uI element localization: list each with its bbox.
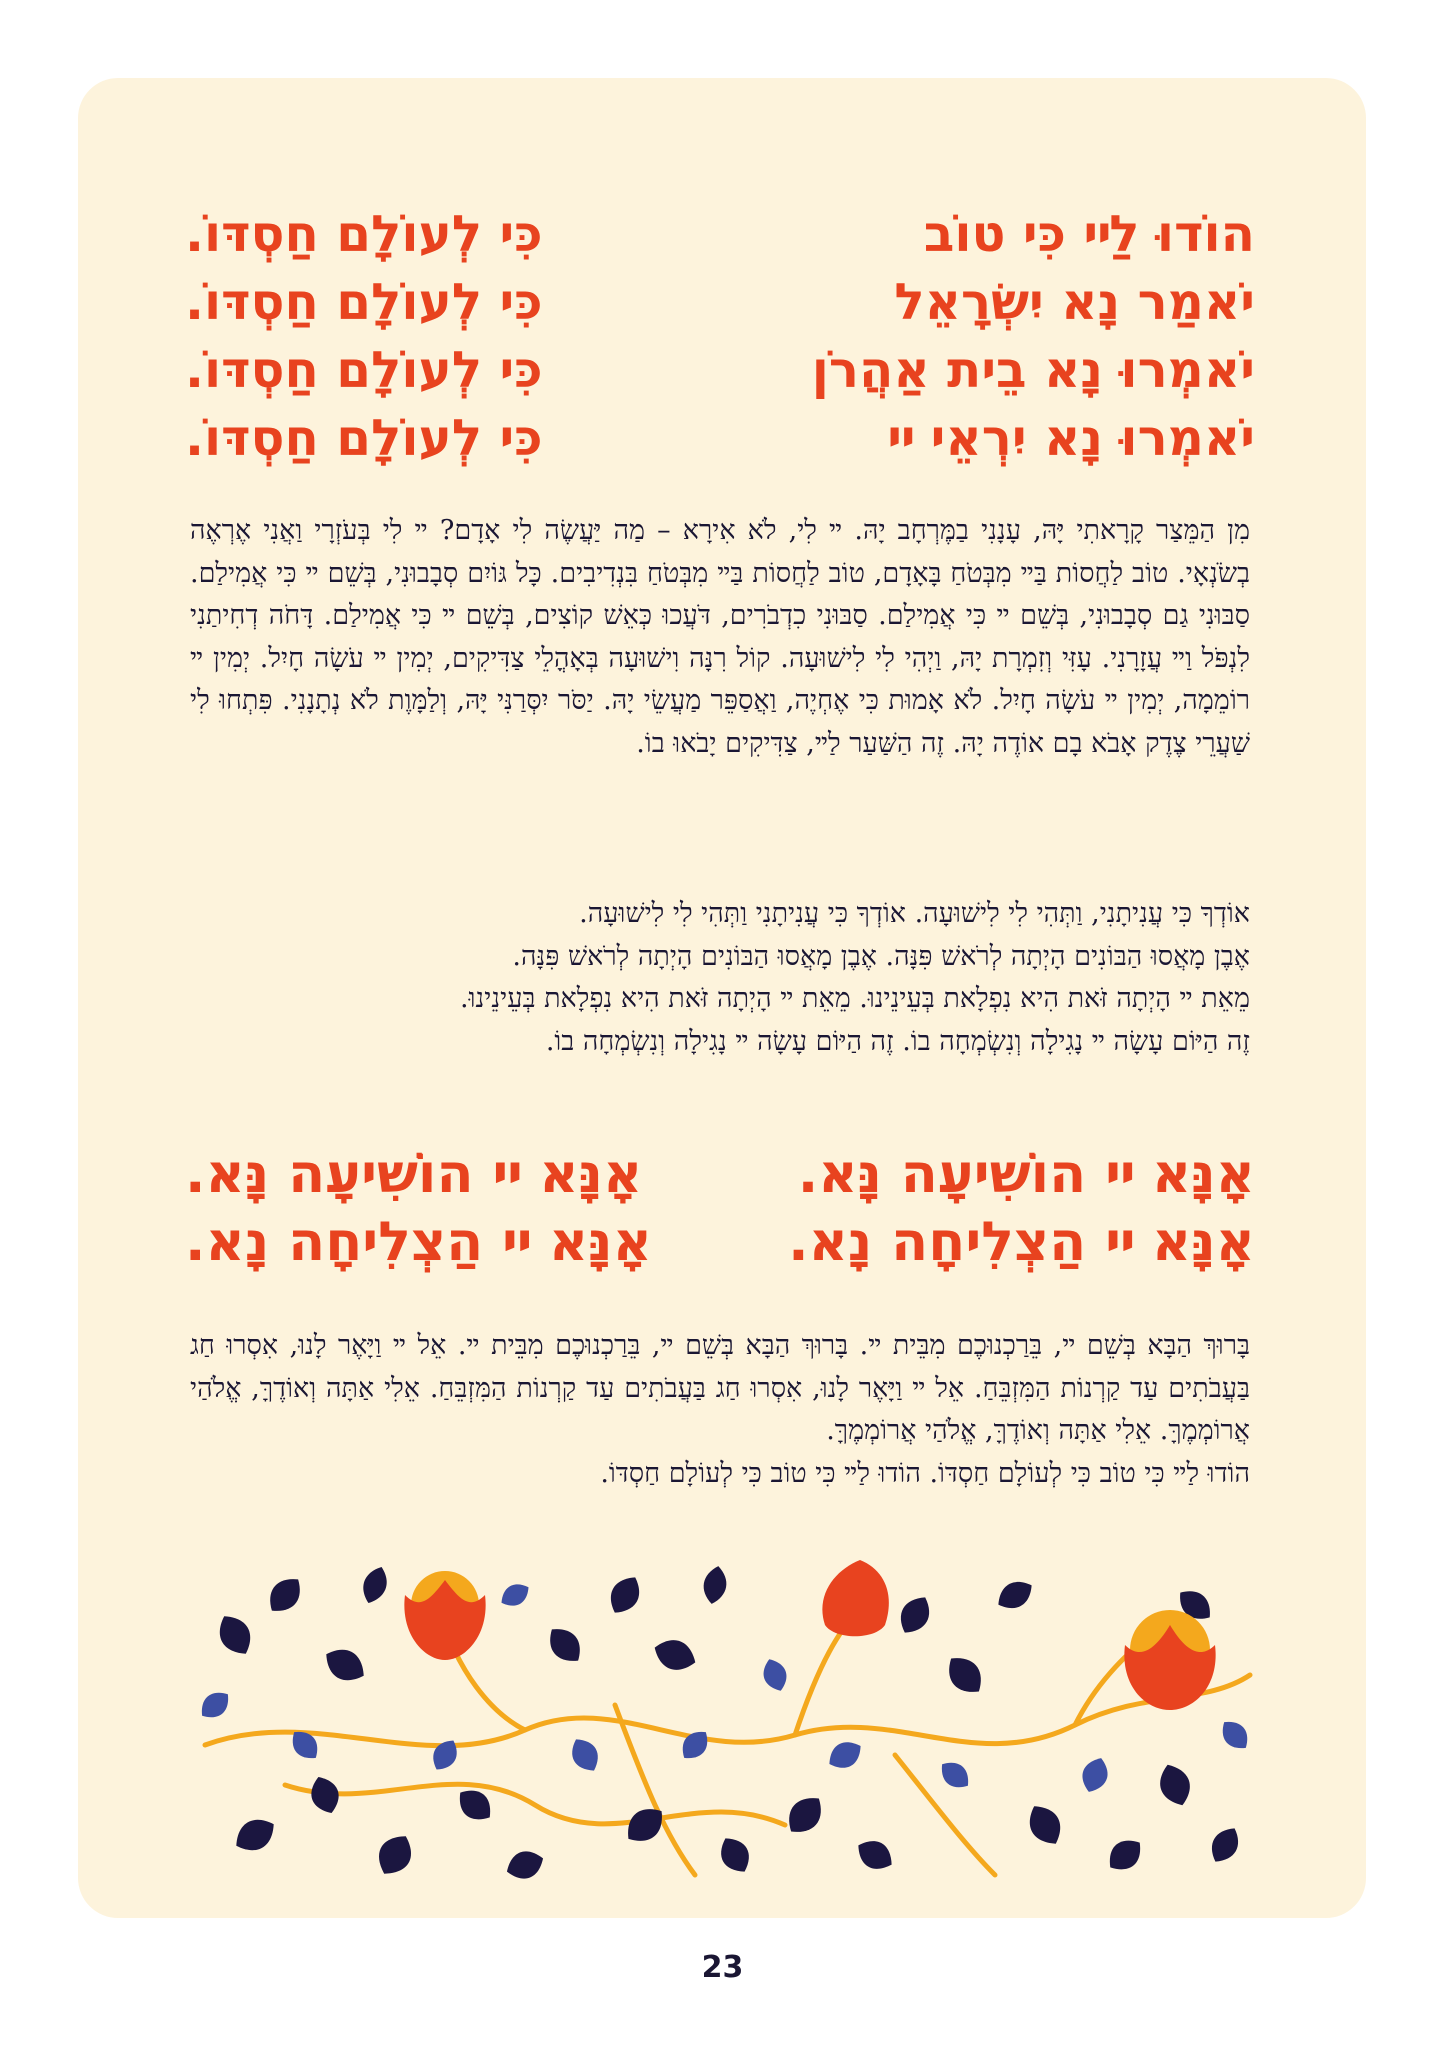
page-number: 23 [701, 1950, 744, 1985]
flower-icon [404, 1571, 485, 1660]
verse-first-half: יֹאמְרוּ נָא בֵית אַהֲרֹן [811, 341, 1255, 399]
paragraph-line: אֶבֶן מָאֲסוּ הַבּוֹנִים הָיְתָה לְרֹאשׁ פִּנָּה. אֶבֶן מָאֲסוּ הַבּוֹנִים הָיְתָה לְרֹאשׁ פִּנָּה. [512, 940, 1250, 972]
verse-second-half: כִּי לְעוֹלָם חַסְדּוֹ. [185, 273, 543, 331]
paragraph-line: זֶה הַיּוֹם עָשָׂה ײ נָגִילָה וְנִשְׂמְחָה בוֹ. זֶה הַיּוֹם עָשָׂה ײ נָגִילָה וְנִשְׂמְחָה בוֹ. [545, 1025, 1250, 1057]
verse-second-half: כִּי לְעוֹלָם חַסְדּוֹ. [185, 409, 543, 467]
body-paragraph-2 [190, 893, 1250, 1063]
paragraph-line: אוֹדְךָ כִּי עֲנִיתָנִי, וַתְּהִי לִי לִישׁוּעָה. אוֹדְךָ כִּי עֲנִיתָנִי וַתְּהִי לִי לִישׁוּעָה. [579, 898, 1250, 929]
hallel-verses [185, 200, 1255, 472]
verse-second-half: כִּי לְעוֹלָם חַסְדּוֹ. [185, 205, 543, 263]
verse-second-half: אָנָּא ײ הַצְלִיחָה נָא. [185, 1210, 652, 1273]
body-paragraph-3 [190, 1325, 1250, 1495]
floral-border-illustration [195, 1555, 1255, 1885]
verse-first-half: הוֹדוּ לַײ כִּי טוֹב [923, 205, 1255, 263]
verse-second-half: אָנָּא ײ הוֹשִׁיעָה נָּא. [185, 1142, 643, 1205]
verse-first-half: יֹאמַר נָא יִשְׂרָאֵל [894, 273, 1255, 331]
flower-icon [822, 1560, 888, 1636]
verse-first-half: אָנָּא ײ הַצְלִיחָה נָא. [788, 1210, 1255, 1273]
paragraph-last-line: הוֹדוּ לַײ כִּי טוֹב כִּי לְעוֹלָם חַסְדּוֹ. הוֹדוּ לַײ כִּי טוֹב כִּי לְעוֹלָם חַסְדּוֹ. [600, 1457, 1250, 1489]
hosha-verses [185, 1140, 1255, 1276]
paragraph-text: בָּרוּךְ הַבָּא בְּשֵׁם ײ, בֵּרַכְנוּכֶם מִבֵּית ײ. בָּרוּךְ הַבָּא בְּשֵׁם ײ, בֵּרַכְנוּכֶם מִבֵּית ײ. אֵל ײ וַיָּאֶר לָנוּ, אִסְרוּ חַג בַּעֲבֹתִים עַד קַרְנוֹת הַמִּזְבֵּחַ. אֵל ײ וַיָּאֶר לָנוּ, אִסְרוּ חַג בַּעֲבֹתִים עַד קַרְנוֹת הַמִּזְבֵּחַ. אֵלִי אַתָּה וְאוֹדֶךָּ, אֱלֹהַי אֲרוֹמְמֶךָּ. אֵלִי אַתָּה וְאוֹדֶךָּ, אֱלֹהַי אֲרוֹמְמֶךָּ. [190, 1330, 1250, 1446]
verse-second-half: כִּי לְעוֹלָם חַסְדּוֹ. [185, 341, 543, 399]
paragraph-line: מֵאֵת ײ הָיְתָה זֹּאת הִיא נִפְלָאת בְּעֵינֵינוּ. מֵאֵת ײ הָיְתָה זֹּאת הִיא נִפְלָאת בְּעֵינֵינוּ. [459, 983, 1250, 1014]
verse-first-half: יֹאמְרוּ נָא יִרְאֵי ײ [887, 409, 1255, 467]
body-paragraph-1: מִן הַמֵּצַר קָרָאתִי יָּהּ, עָנָנִי בַמֶּרְחָב יָהּ. ײ לִי, לֹא אִירָא – מַה יַּעֲשֶׂה לִי אָדָם? ײ לִי בְּעֹזְרָי וַאֲנִי אֶרְאֶה בְשֹׂנְאָי. טוֹב לַחֲסוֹת בַּײ מִבְּטֹחַ בָּאָדָם, טוֹב לַחֲסוֹת בַּײ מִבְּטֹחַ בִּנְדִיבִים. כָּל גּוֹיִם סְבָבוּנִי, בְּשֵׁם ײ כִּי אֲמִילַם. סַבּוּנִי גַם סְבָבוּנִי, בְּשֵׁם ײ כִּי אֲמִילַם. סַבּוּנִי כִדְבֹרִים, דֹּעֲכוּ כְּאֵשׁ קוֹצִים, בְּשֵׁם ײ כִּי אֲמִילַם. דָּחֹה דְחִיתַנִי לִנְפֹּל וַײ עֲזָרָנִי. עָזִּי וְזִמְרָת יָהּ, וַיְהִי לִי לִישׁוּעָה. קוֹל רִנָּה וִישׁוּעָה בְּאָהֳלֵי צַדִּיקִים, יְמִין ײ עֹשָׂה חָיִל. יְמִין ײ רוֹמֵמָה, יְמִין ײ עֹשָׂה חָיִל. לֹא אָמוּת כִּי אֶחְיֶה, וַאֲסַפֵּר מַעֲשֵׂי יָהּ. יַסֹּר יִסְּרַנִּי יָּהּ, וְלַמָּוֶת לֹא נְתָנָנִי. פִּתְחוּ לִי שַׁעֲרֵי צֶדֶק אָבֹא בָם אוֹדֶה יָהּ. זֶה הַשַּׁעַר לַײ, צַדִּיקִים יָבֹאוּ בוֹ. [190, 515, 1250, 759]
verse-first-half: אָנָּא ײ הוֹשִׁיעָה נָּא. [797, 1142, 1255, 1205]
